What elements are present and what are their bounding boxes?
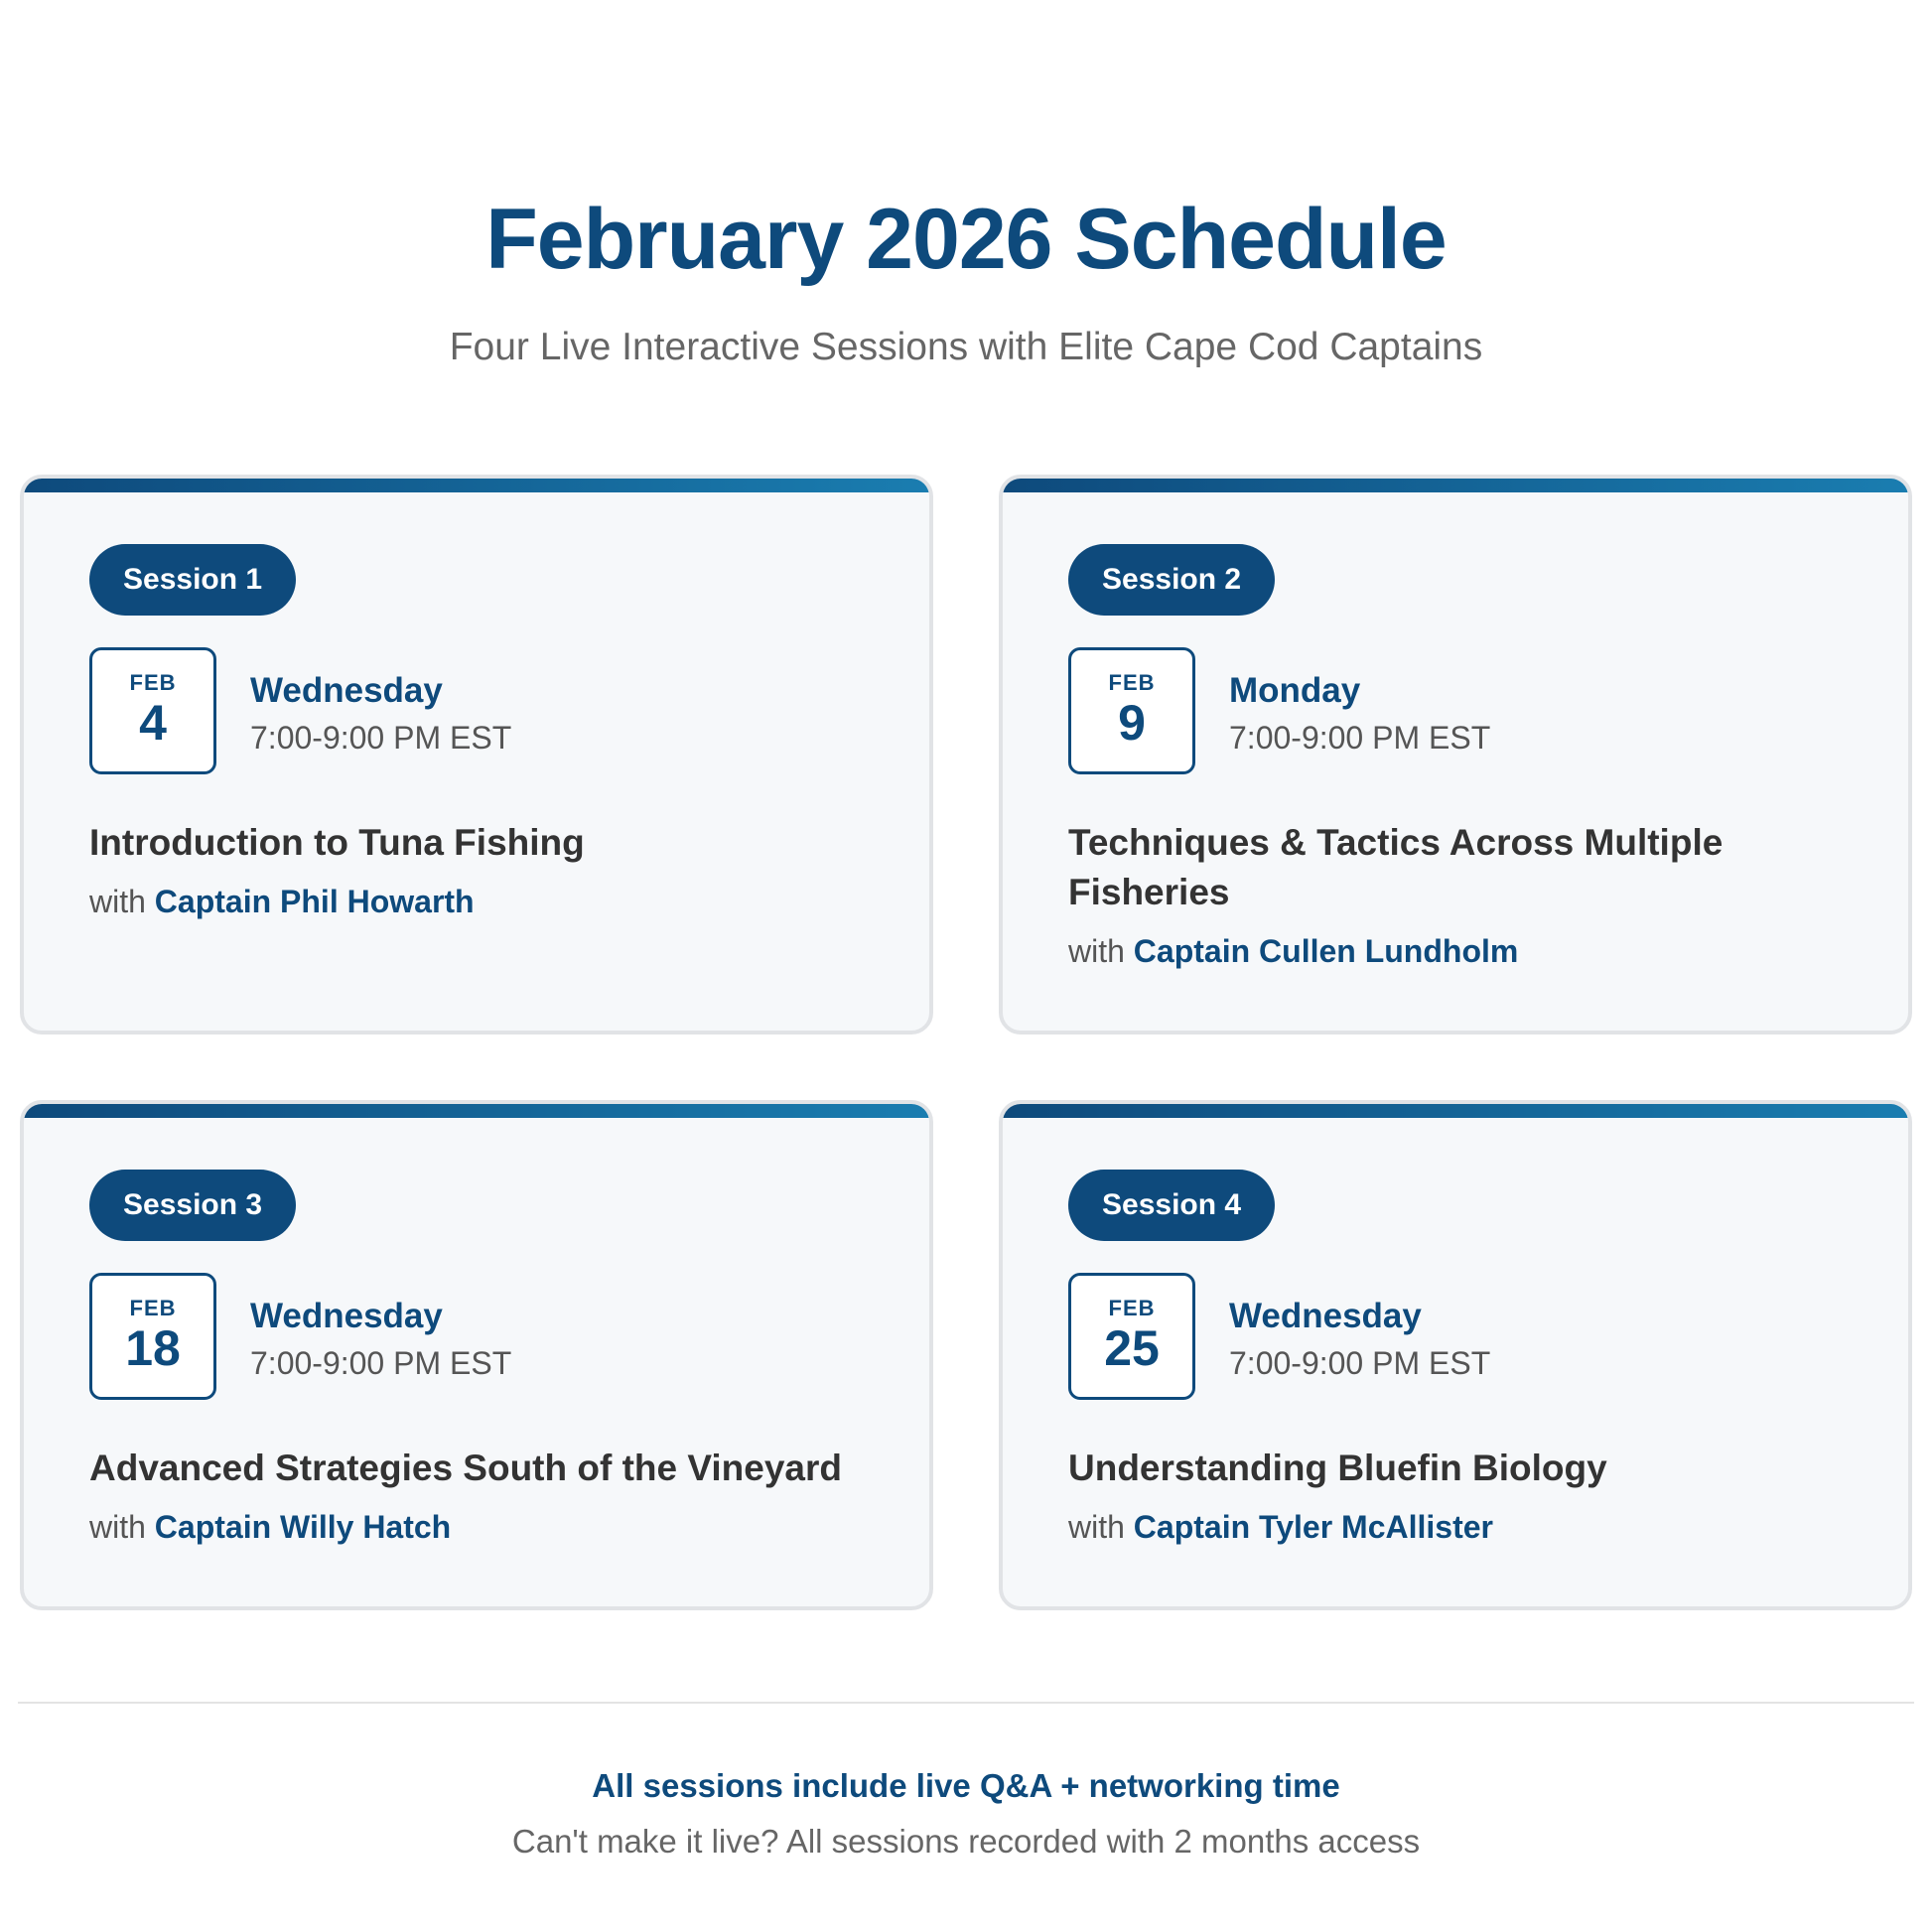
session-weekday: Wednesday bbox=[1229, 1297, 1422, 1335]
session-card-1 bbox=[20, 475, 933, 1035]
session-presenter bbox=[89, 1511, 451, 1543]
page-subtitle: Four Live Interactive Sessions with Elite Cape Cod Captains bbox=[449, 326, 1483, 368]
date-day: 9 bbox=[1118, 695, 1146, 751]
calendar-date-icon bbox=[89, 1273, 216, 1400]
session-time: 7:00-9:00 PM EST bbox=[250, 1345, 512, 1381]
session-title: Introduction to Tuna Fishing bbox=[89, 822, 585, 863]
page-title: February 2026 Schedule bbox=[485, 192, 1447, 287]
session-presenter bbox=[1068, 1511, 1493, 1543]
session-presenter bbox=[1068, 935, 1518, 967]
session-badge: Session 2 bbox=[1068, 544, 1275, 616]
card-accent-bar bbox=[24, 1104, 929, 1118]
session-badge: Session 4 bbox=[1068, 1170, 1275, 1241]
session-card-3 bbox=[20, 1100, 933, 1610]
card-accent-bar bbox=[1003, 1104, 1908, 1118]
presenter-prefix: with bbox=[1068, 933, 1125, 969]
sessions-grid bbox=[20, 475, 1912, 1610]
presenter-name: Captain Phil Howarth bbox=[154, 884, 475, 919]
date-month: FEB bbox=[1108, 670, 1156, 695]
footer-highlight: All sessions include live Q&A + networking time bbox=[592, 1767, 1340, 1804]
presenter-prefix: with bbox=[89, 884, 146, 919]
session-badge: Session 3 bbox=[89, 1170, 296, 1241]
session-title: Understanding Bluefin Biology bbox=[1068, 1448, 1607, 1488]
session-card-4 bbox=[999, 1100, 1912, 1610]
session-weekday: Monday bbox=[1229, 671, 1361, 710]
date-day: 25 bbox=[1104, 1320, 1160, 1376]
calendar-date-icon bbox=[1068, 1273, 1195, 1400]
date-day: 4 bbox=[139, 695, 167, 751]
date-month: FEB bbox=[1108, 1296, 1156, 1320]
calendar-date-icon bbox=[89, 647, 216, 774]
presenter-name: Captain Tyler McAllister bbox=[1133, 1509, 1493, 1545]
date-month: FEB bbox=[129, 670, 177, 695]
session-time: 7:00-9:00 PM EST bbox=[1229, 1345, 1491, 1381]
footer-divider bbox=[18, 1702, 1914, 1704]
session-weekday: Wednesday bbox=[250, 671, 443, 710]
date-day: 18 bbox=[125, 1320, 181, 1376]
card-accent-bar bbox=[24, 479, 929, 492]
session-presenter bbox=[89, 886, 475, 917]
date-month: FEB bbox=[129, 1296, 177, 1320]
session-weekday: Wednesday bbox=[250, 1297, 443, 1335]
footer-note: Can't make it live? All sessions recorded with 2 months access bbox=[511, 1823, 1421, 1860]
session-card-2 bbox=[999, 475, 1912, 1035]
presenter-name: Captain Cullen Lundholm bbox=[1133, 933, 1519, 969]
presenter-prefix: with bbox=[1068, 1509, 1125, 1545]
session-title: Advanced Strategies South of the Vineyard bbox=[89, 1448, 842, 1488]
presenter-name: Captain Willy Hatch bbox=[154, 1509, 452, 1545]
session-time: 7:00-9:00 PM EST bbox=[1229, 720, 1491, 756]
presenter-prefix: with bbox=[89, 1509, 146, 1545]
session-time: 7:00-9:00 PM EST bbox=[250, 720, 512, 756]
calendar-date-icon bbox=[1068, 647, 1195, 774]
session-badge: Session 1 bbox=[89, 544, 296, 616]
card-accent-bar bbox=[1003, 479, 1908, 492]
session-title: Techniques & Tactics Across Multiple Fisheries bbox=[1068, 822, 1724, 912]
